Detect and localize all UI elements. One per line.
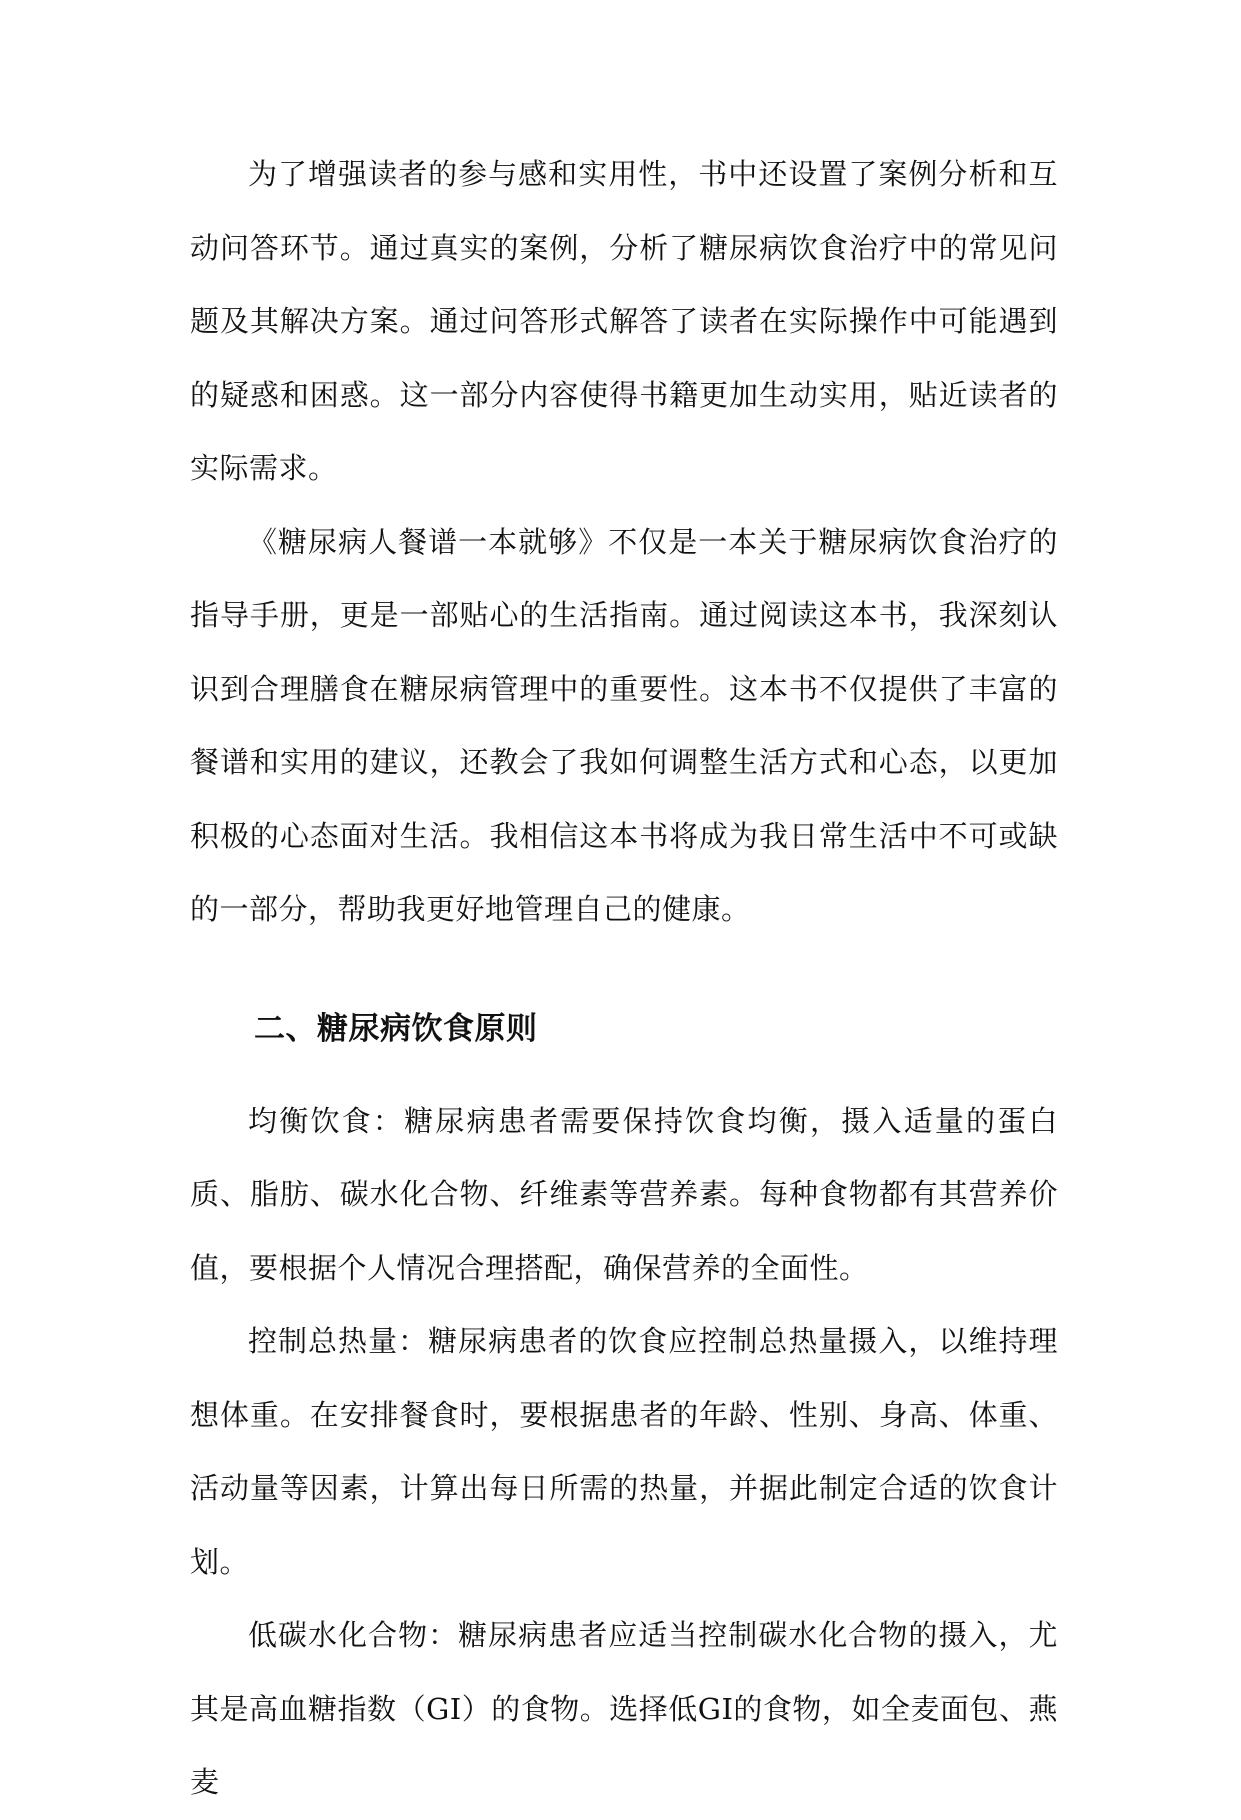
document-body <box>190 138 1058 1820</box>
paragraph-balanced-diet: 均衡饮食：糖尿病患者需要保持饮食均衡，摄入适量的蛋白质、脂肪、碳水化合物、纤维素等营养素。每种食物都有其营养价值，要根据个人情况合理搭配，确保营养的全面性。 <box>190 1103 1058 1285</box>
paragraph-low-carbohydrate: 低碳水化合物：糖尿病患者应适当控制碳水化合物的摄入，尤其是高血糖指数（GI）的食物。选择低GI的食物，如全麦面包、燕麦 <box>190 1618 1058 1799</box>
paragraph-book-summary: 《糖尿病人餐谱一本就够》不仅是一本关于糖尿病饮食治疗的指导手册，更是一部贴心的生活指南。通过阅读这本书，我深刻认识到合理膳食在糖尿病管理中的重要性。这本书不仅提供了丰富的餐谱和实用的建议，还教会了我如何调整生活方式和心态，以更加积极的心态面对生活。我相信这本书将成为我日常生活中不可或缺的一部分，帮助我更好地管理自己的健康。 <box>190 524 1058 926</box>
paragraph-total-calories: 控制总热量：糖尿病患者的饮食应控制总热量摄入，以维持理想体重。在安排餐食时，要根据患者的年龄、性别、身高、体重、活动量等因素，计算出每日所需的热量，并据此制定合适的饮食计划。 <box>190 1324 1058 1579</box>
section-heading: 二、糖尿病饮食原则 <box>254 1010 538 1047</box>
paragraph-case-analysis: 为了增强读者的参与感和实用性，书中还设置了案例分析和互动问答环节。通过真实的案例，分析了糖尿病饮食治疗中的常见问题及其解决方案。通过问答形式解答了读者在实际操作中可能遇到的疑惑和困惑。这一部分内容使得书籍更加生动实用，贴近读者的实际需求。 <box>190 157 1058 485</box>
